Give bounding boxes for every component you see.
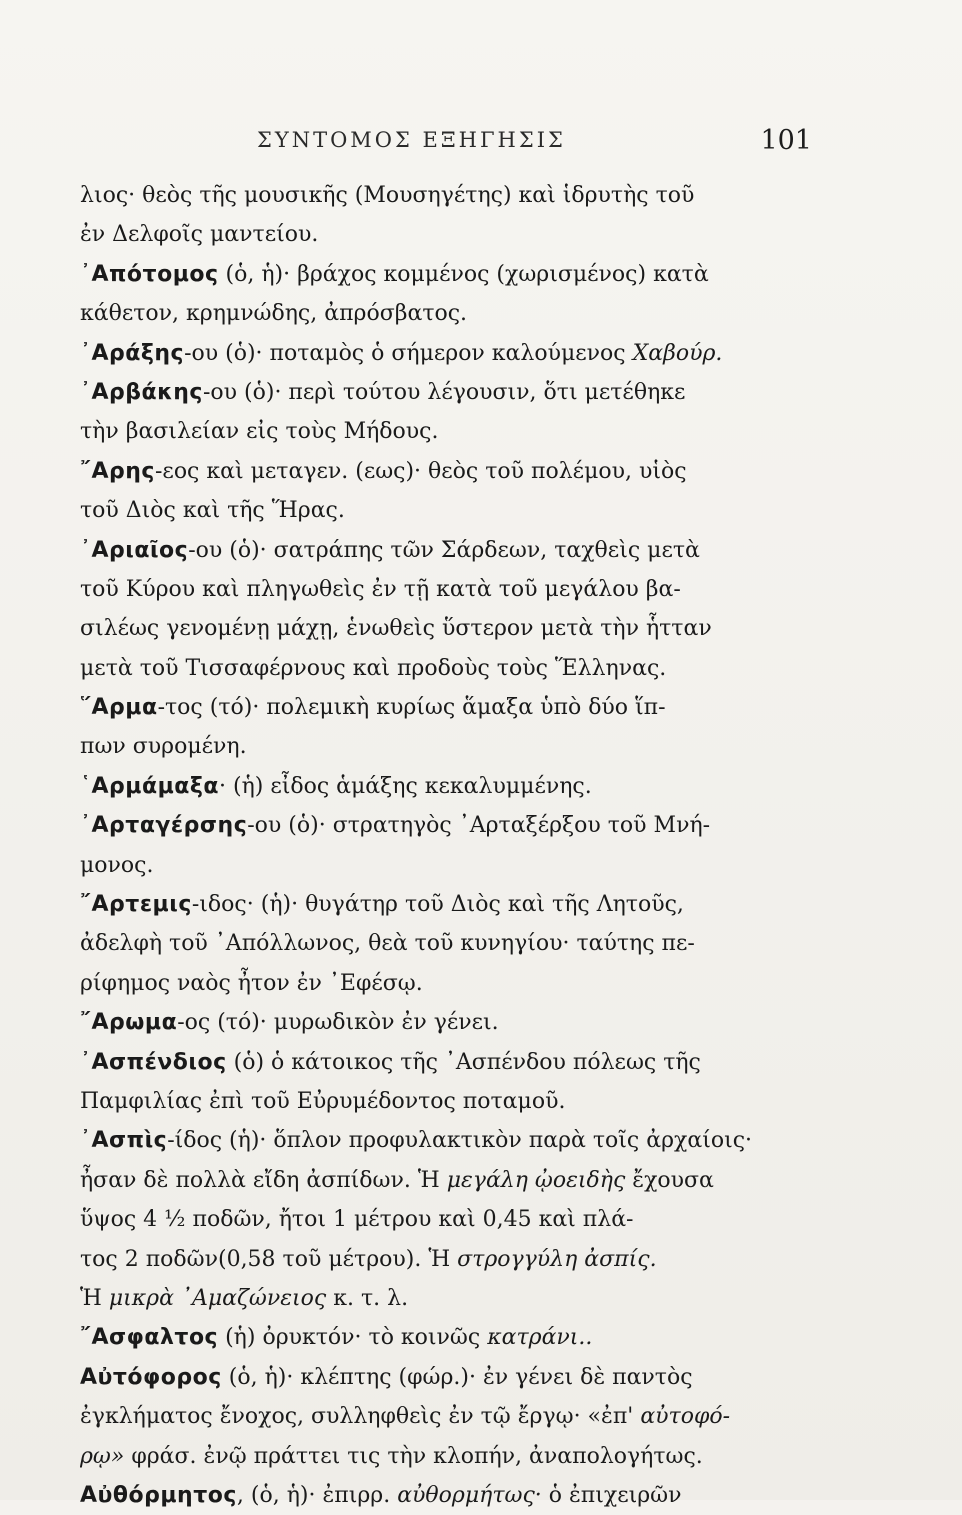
text-line <box>80 334 815 373</box>
entry-headword: ᾿Αριαῖος <box>80 537 189 563</box>
entry-text: ἔχουσα <box>625 1167 714 1193</box>
page-header <box>82 125 812 164</box>
entry-text: σιλέως γενομένῃ μάχῃ, ἑνωθεὶς ὕστερον μετὰ τὴν ἧτταν <box>80 616 712 642</box>
entry-headword: ῞Αρμα <box>80 695 158 721</box>
entry-headword: ᾿Απότομος <box>80 261 219 287</box>
entry-headword: ᾿Ασπένδιος <box>80 1049 227 1075</box>
text-line <box>80 491 815 530</box>
text-line <box>80 924 815 963</box>
entry-text: ἦσαν δὲ πολλὰ εἴδη ἀσπίδων. Ἡ <box>80 1167 447 1193</box>
entry-text: , (ὁ, ἡ)· ἐπιρρ. <box>236 1482 398 1508</box>
entry-text: (ὁ) ὁ κάτοικος τῆς ᾿Ασπένδου πόλεως τῆς <box>226 1049 701 1075</box>
italic-text: αὐθορμήτως· <box>397 1482 542 1508</box>
running-title: ΣΥΝΤΟΜΟΣ ΕΞΗΓΗΣΙΣ <box>257 128 566 152</box>
italic-text: μικρὰ ᾿Αμαζώνειος <box>108 1285 327 1311</box>
entry-text: μετὰ τοῦ Τισσαφέρνους καὶ προδοὺς τοὺς Ἕλληνας. <box>80 655 667 681</box>
entry-text: τοῦ Διὸς καὶ τῆς Ἥρας. <box>80 498 345 524</box>
text-line <box>80 1121 815 1160</box>
entry-text: ἐγκλήματος ἔνοχος, συλληφθεὶς ἐν τῷ ἔργῳ· «ἐπ' <box>80 1404 641 1430</box>
entry-text: ἀδελφὴ τοῦ ᾿Απόλλωνος, θεὰ τοῦ κυνηγίου· ταύτης πε- <box>80 931 695 957</box>
entry-headword: ῎Αρης <box>80 458 155 484</box>
entry-headword: ῾Αρμάμαξα <box>80 773 219 799</box>
text-line <box>80 649 815 688</box>
text-line <box>80 570 815 609</box>
entry-text: ὁ ἐπιχειρῶν <box>541 1482 682 1508</box>
entry-text: -ιδος· (ἡ)· θυγάτηρ τοῦ Διὸς καὶ τῆς Λητοῦς, <box>191 892 684 918</box>
text-line <box>80 609 815 648</box>
entry-text: ὕψος 4 ½ ποδῶν, ἤτοι 1 μέτρου καὶ 0,45 καὶ πλά- <box>80 1207 634 1233</box>
entry-text: ρίφημος ναὸς ἦτον ἐν ᾿Εφέσῳ. <box>80 970 423 996</box>
entry-headword: ῎Αρτεμις <box>80 892 192 918</box>
text-line <box>80 1318 815 1357</box>
text-line <box>80 1003 815 1042</box>
entry-text: -ίδος (ἡ)· ὅπλον προφυλακτικὸν παρὰ τοῖς ἀρχαίοις· <box>167 1128 753 1154</box>
text-line <box>80 373 815 412</box>
entry-text: -εος καὶ μεταγεν. (εως)· θεὸς τοῦ πολέμου, υἱὸς <box>154 458 687 484</box>
text-line <box>80 215 815 254</box>
text-line <box>80 1397 815 1436</box>
entry-headword: ᾿Αρβάκης <box>80 379 203 405</box>
text-line <box>80 294 815 333</box>
entry-headword: ᾿Ασπὶς <box>80 1128 168 1154</box>
entry-headword: ῎Ασφαλτος <box>80 1325 219 1351</box>
entry-text: · (ἡ) εἶδος ἁμάξης κεκαλυμμένης. <box>219 773 592 799</box>
entry-text: -ου (ὁ)· ποταμὸς ὁ σήμερον καλούμενος <box>184 340 633 366</box>
entry-text: -ου (ὁ)· περὶ τούτου λέγουσιν, ὅτι μετέθηκε <box>202 379 686 405</box>
entry-text: -ου (ὁ)· σατράπης τῶν Σάρδεων, ταχθεὶς μετὰ <box>188 537 700 563</box>
text-line <box>80 1358 815 1397</box>
italic-text: μεγάλη ᾠοειδὴς <box>446 1167 626 1193</box>
entry-text: (ὁ, ἡ)· βράχος κομμένος (χωρισμένος) κατὰ <box>218 261 709 287</box>
text-line <box>80 1279 815 1318</box>
text-line <box>80 1082 815 1121</box>
entry-text: λιος· θεὸς τῆς μουσικῆς (Μουσηγέτης) καὶ ἱδρυτὴς τοῦ <box>80 183 695 208</box>
text-line <box>80 1161 815 1200</box>
entry-text: ἐν Δελφοῖς μαντείου. <box>80 222 319 248</box>
text-line <box>80 531 815 570</box>
italic-text: Χαβούρ. <box>632 340 723 366</box>
text-line <box>80 727 815 766</box>
entry-headword: ᾿Αρταγέρσης <box>80 813 248 839</box>
text-line <box>80 688 815 727</box>
text-line <box>80 806 815 845</box>
italic-text: κατράνι.. <box>487 1325 593 1351</box>
entry-text: (ὁ, ἡ)· κλέπτης (φώρ.)· ἐν γένει δὲ παντὸς <box>221 1364 693 1390</box>
entry-text: τὴν βασιλείαν εἰς τοὺς Μήδους. <box>80 419 439 445</box>
entry-text: -ου (ὁ)· στρατηγὸς ᾿Αρταξέρξου τοῦ Μνή- <box>247 813 711 839</box>
entry-headword: ᾿Αράξης <box>80 340 185 366</box>
text-line <box>80 846 815 885</box>
entry-text: μονος. <box>80 852 154 878</box>
text-line <box>80 1043 815 1082</box>
entry-headword: Αὐθόρμητος <box>80 1482 237 1508</box>
italic-text: στρογγύλη ἀσπίς. <box>457 1246 657 1272</box>
entry-text: (ἡ) ὀρυκτόν· τὸ κοινῶς <box>218 1325 488 1351</box>
text-line <box>80 964 815 1003</box>
entry-headword: Αὐτόφορος <box>80 1364 222 1390</box>
entry-text: -τος (τό)· πολεμικὴ κυρίως ἅμαξα ὑπὸ δύο ἵπ- <box>157 695 666 721</box>
text-line <box>80 767 815 806</box>
text-line <box>80 452 815 491</box>
text-line <box>80 176 815 215</box>
entry-text: κ. τ. λ. <box>326 1285 409 1311</box>
entry-text: Ἡ <box>80 1285 109 1311</box>
text-line <box>80 885 815 924</box>
entry-text: τος 2 ποδῶν(0,58 τοῦ μέτρου). Ἡ <box>80 1246 458 1272</box>
page-number: 101 <box>760 125 812 156</box>
entry-headword: ῎Αρωμα <box>80 1010 178 1036</box>
entry-text: Παμφιλίας ἐπὶ τοῦ Εὐρυμέδοντος ποταμοῦ. <box>80 1088 566 1114</box>
entries-text <box>80 176 815 1515</box>
entry-text: πων συρομένη. <box>80 734 247 760</box>
entry-text: κάθετον, κρημνώδης, ἀπρόσβατος. <box>80 301 468 327</box>
text-line <box>80 412 815 451</box>
entry-text: τοῦ Κύρου καὶ πληγωθεὶς ἐν τῇ κατὰ τοῦ μεγάλου βα- <box>80 576 681 602</box>
text-line <box>80 1240 815 1279</box>
text-line <box>80 255 815 294</box>
text-line <box>80 1437 815 1476</box>
entry-text: -ος (τό)· μυρωδικὸν ἐν γένει. <box>177 1010 499 1036</box>
text-line <box>80 1476 815 1515</box>
italic-text: ρῳ» <box>80 1443 125 1469</box>
entry-text: φράσ. ἐνῷ πράττει τις τὴν κλοπήν, ἀναπολογήτως. <box>124 1443 703 1469</box>
italic-text: αὐτοφό- <box>640 1404 731 1430</box>
text-line <box>80 1200 815 1239</box>
